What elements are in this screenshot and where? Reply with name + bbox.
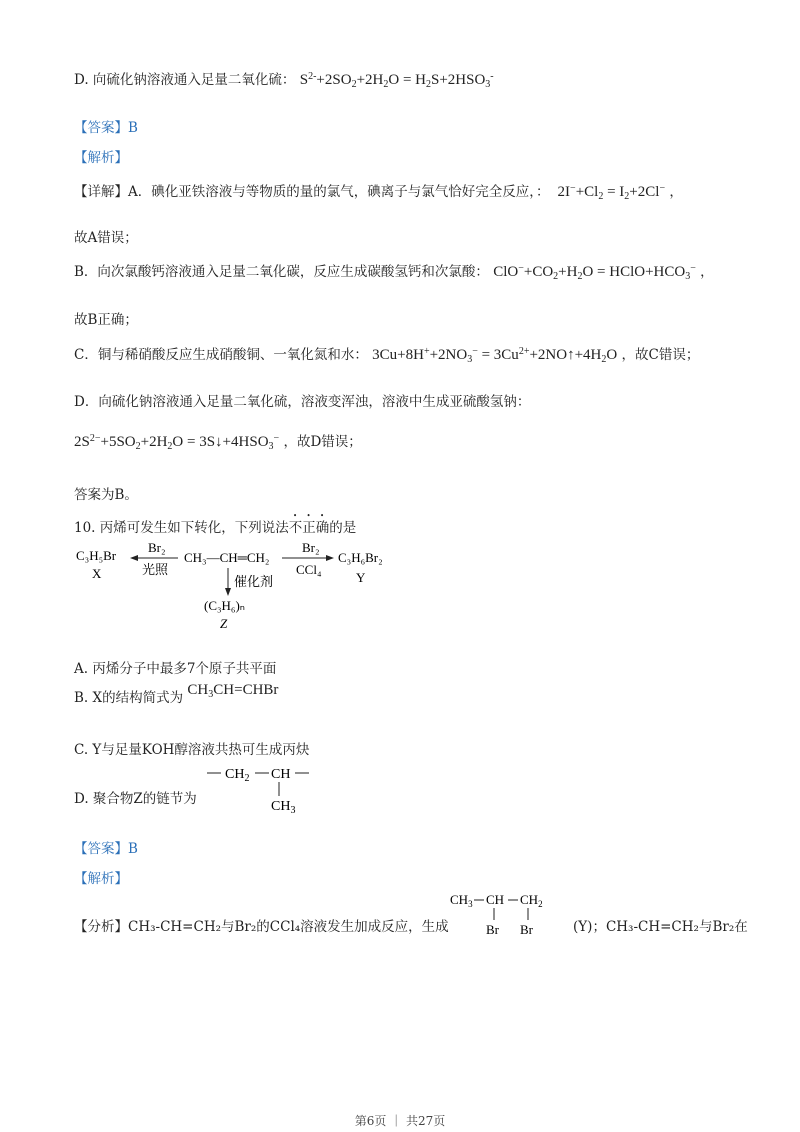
x-label: X: [92, 566, 102, 581]
y-br-2: Br: [520, 922, 533, 937]
y-structure: [448, 890, 568, 938]
question-10-emphasis: 不正确: [288, 520, 330, 536]
analysis-line: 【分析】CH₃-CH=CH₂与Br₂的CCl₄溶液发生加成反应，生成: [74, 919, 449, 935]
option-b: B. X的结构简式为 $CH_3CH=CHBr$: [74, 682, 279, 706]
right-solvent: CCl₄: [296, 562, 322, 577]
right-reagent: Br₂: [302, 540, 320, 555]
equation-c: $3Cu+8H^++2NO_3^-$ = $3Cu^{2+}+2NO↑+4H_2O$: [372, 346, 618, 365]
y-struct-ch3: $CH_3$: [450, 892, 473, 909]
detail-d-equation-line: $2S^{2-}+5SO_2+2H_2O$ = $3S↓+4HSO_3^-$ ，故D错误；: [74, 433, 362, 452]
y-struct-ch2: $CH_2$: [520, 892, 543, 909]
left-reagent: Br₂: [148, 540, 166, 555]
detail-d-text: D．向硫化钠溶液通入足量二氧化硫，溶液变浑浊，溶液中生成亚硫酸氢钠：: [74, 394, 531, 410]
option-a: A. 丙烯分子中最多7个原子共平面: [74, 661, 277, 677]
detail-a-line: 【详解】A．碘化亚铁溶液与等物质的量的氯气，碘离子与氯气恰好完全反应，： $2I^-+Cl_2 = I_2+2Cl^-$ ，: [74, 183, 683, 202]
y-formula: C₃H₆Br₂: [338, 550, 383, 565]
detail-c-line: C．铜与稀硝酸反应生成硝酸铜、一氧化氮和水： $3Cu+8H^++2NO_3^-$ = $3Cu^{2+}+2NO↑+4H_2O$ ，故C错误；: [74, 346, 700, 365]
y-br-1: Br: [486, 922, 499, 937]
down-arrow-head: [225, 588, 231, 596]
answer-tag: 【答案】B: [74, 120, 138, 136]
option-d: D. 聚合物Z的链节为: [74, 791, 197, 807]
option-d-line: [74, 68, 494, 90]
page-footer: 第6页 ｜ 共27页: [354, 1114, 446, 1128]
chain-ch: CH: [271, 767, 291, 782]
detail-b-text: B．向次氯酸钙溶液通入足量二氧化碳，反应生成碳酸氢钙和次氯酸：: [74, 264, 489, 280]
option-d-text: D. 向硫化钠溶液通入足量二氧化硫：: [74, 72, 296, 88]
chain-ch2: $CH_2$: [225, 767, 250, 784]
reaction-scheme: [70, 538, 430, 634]
option-c: C. Y与足量KOH醇溶液共热可生成丙炔: [74, 742, 310, 758]
left-condition: 光照: [142, 562, 169, 577]
question-10: 10. 丙烯可发生如下转化，下列说法不正确的是: [74, 520, 357, 536]
right-arrow-head: [326, 555, 334, 561]
answer-tag-2: 【答案】B: [74, 841, 138, 857]
x-formula: C₃H₅Br: [76, 548, 117, 563]
left-arrow-head: [130, 555, 138, 561]
y-label: Y: [356, 570, 366, 585]
analysis-tag-2: 【解析】: [74, 871, 128, 887]
detail-c-text: C．铜与稀硝酸反应生成硝酸铜、一氧化氮和水：: [74, 347, 368, 363]
down-condition: 催化剂: [234, 574, 274, 589]
a-conclusion: 故A错误；: [74, 230, 138, 246]
answer-statement: 答案为B。: [74, 487, 138, 503]
z-label: Z: [220, 616, 228, 631]
option-d-chain-unit: [205, 762, 325, 816]
equation-d: $2S^{2-}+5SO_2+2H_2O$ = $3S↓+4HSO_3^-$: [74, 433, 280, 452]
y-struct-ch: CH: [486, 892, 505, 907]
detail-b-line: B．向次氯酸钙溶液通入足量二氧化碳，反应生成碳酸氢钙和次氯酸： $ClO^-+CO_2+H_2O$ = $HClO+HCO_3^-$ ，: [74, 263, 714, 282]
option-d-equation: $S^{2-}+2SO_2+2H_2O = H_2S+2HSO_3^-$: [299, 71, 494, 90]
option-b-formula: $CH_3CH=CHBr$: [187, 682, 279, 700]
equation-b: $ClO^-+CO_2+H_2O$ = $HClO+HCO_3^-$: [493, 263, 696, 282]
z-formula: (C₃H₆)ₙ: [204, 598, 245, 613]
detail-a-text: 【详解】A．碘化亚铁溶液与等物质的量的氯气，碘离子与氯气恰好完全反应，：: [74, 184, 550, 200]
analysis-tag: 【解析】: [74, 150, 128, 166]
b-conclusion: 故B正确；: [74, 312, 138, 328]
propene: CH₃—CH═CH₂: [184, 550, 270, 565]
analysis-line-suffix: (Y)；CH₃-CH=CH₂与Br₂在: [573, 919, 748, 935]
equation-a: $2I^-+Cl_2 = I_2+2Cl^-$: [553, 183, 666, 202]
chain-ch3: $CH_3$: [271, 799, 296, 816]
